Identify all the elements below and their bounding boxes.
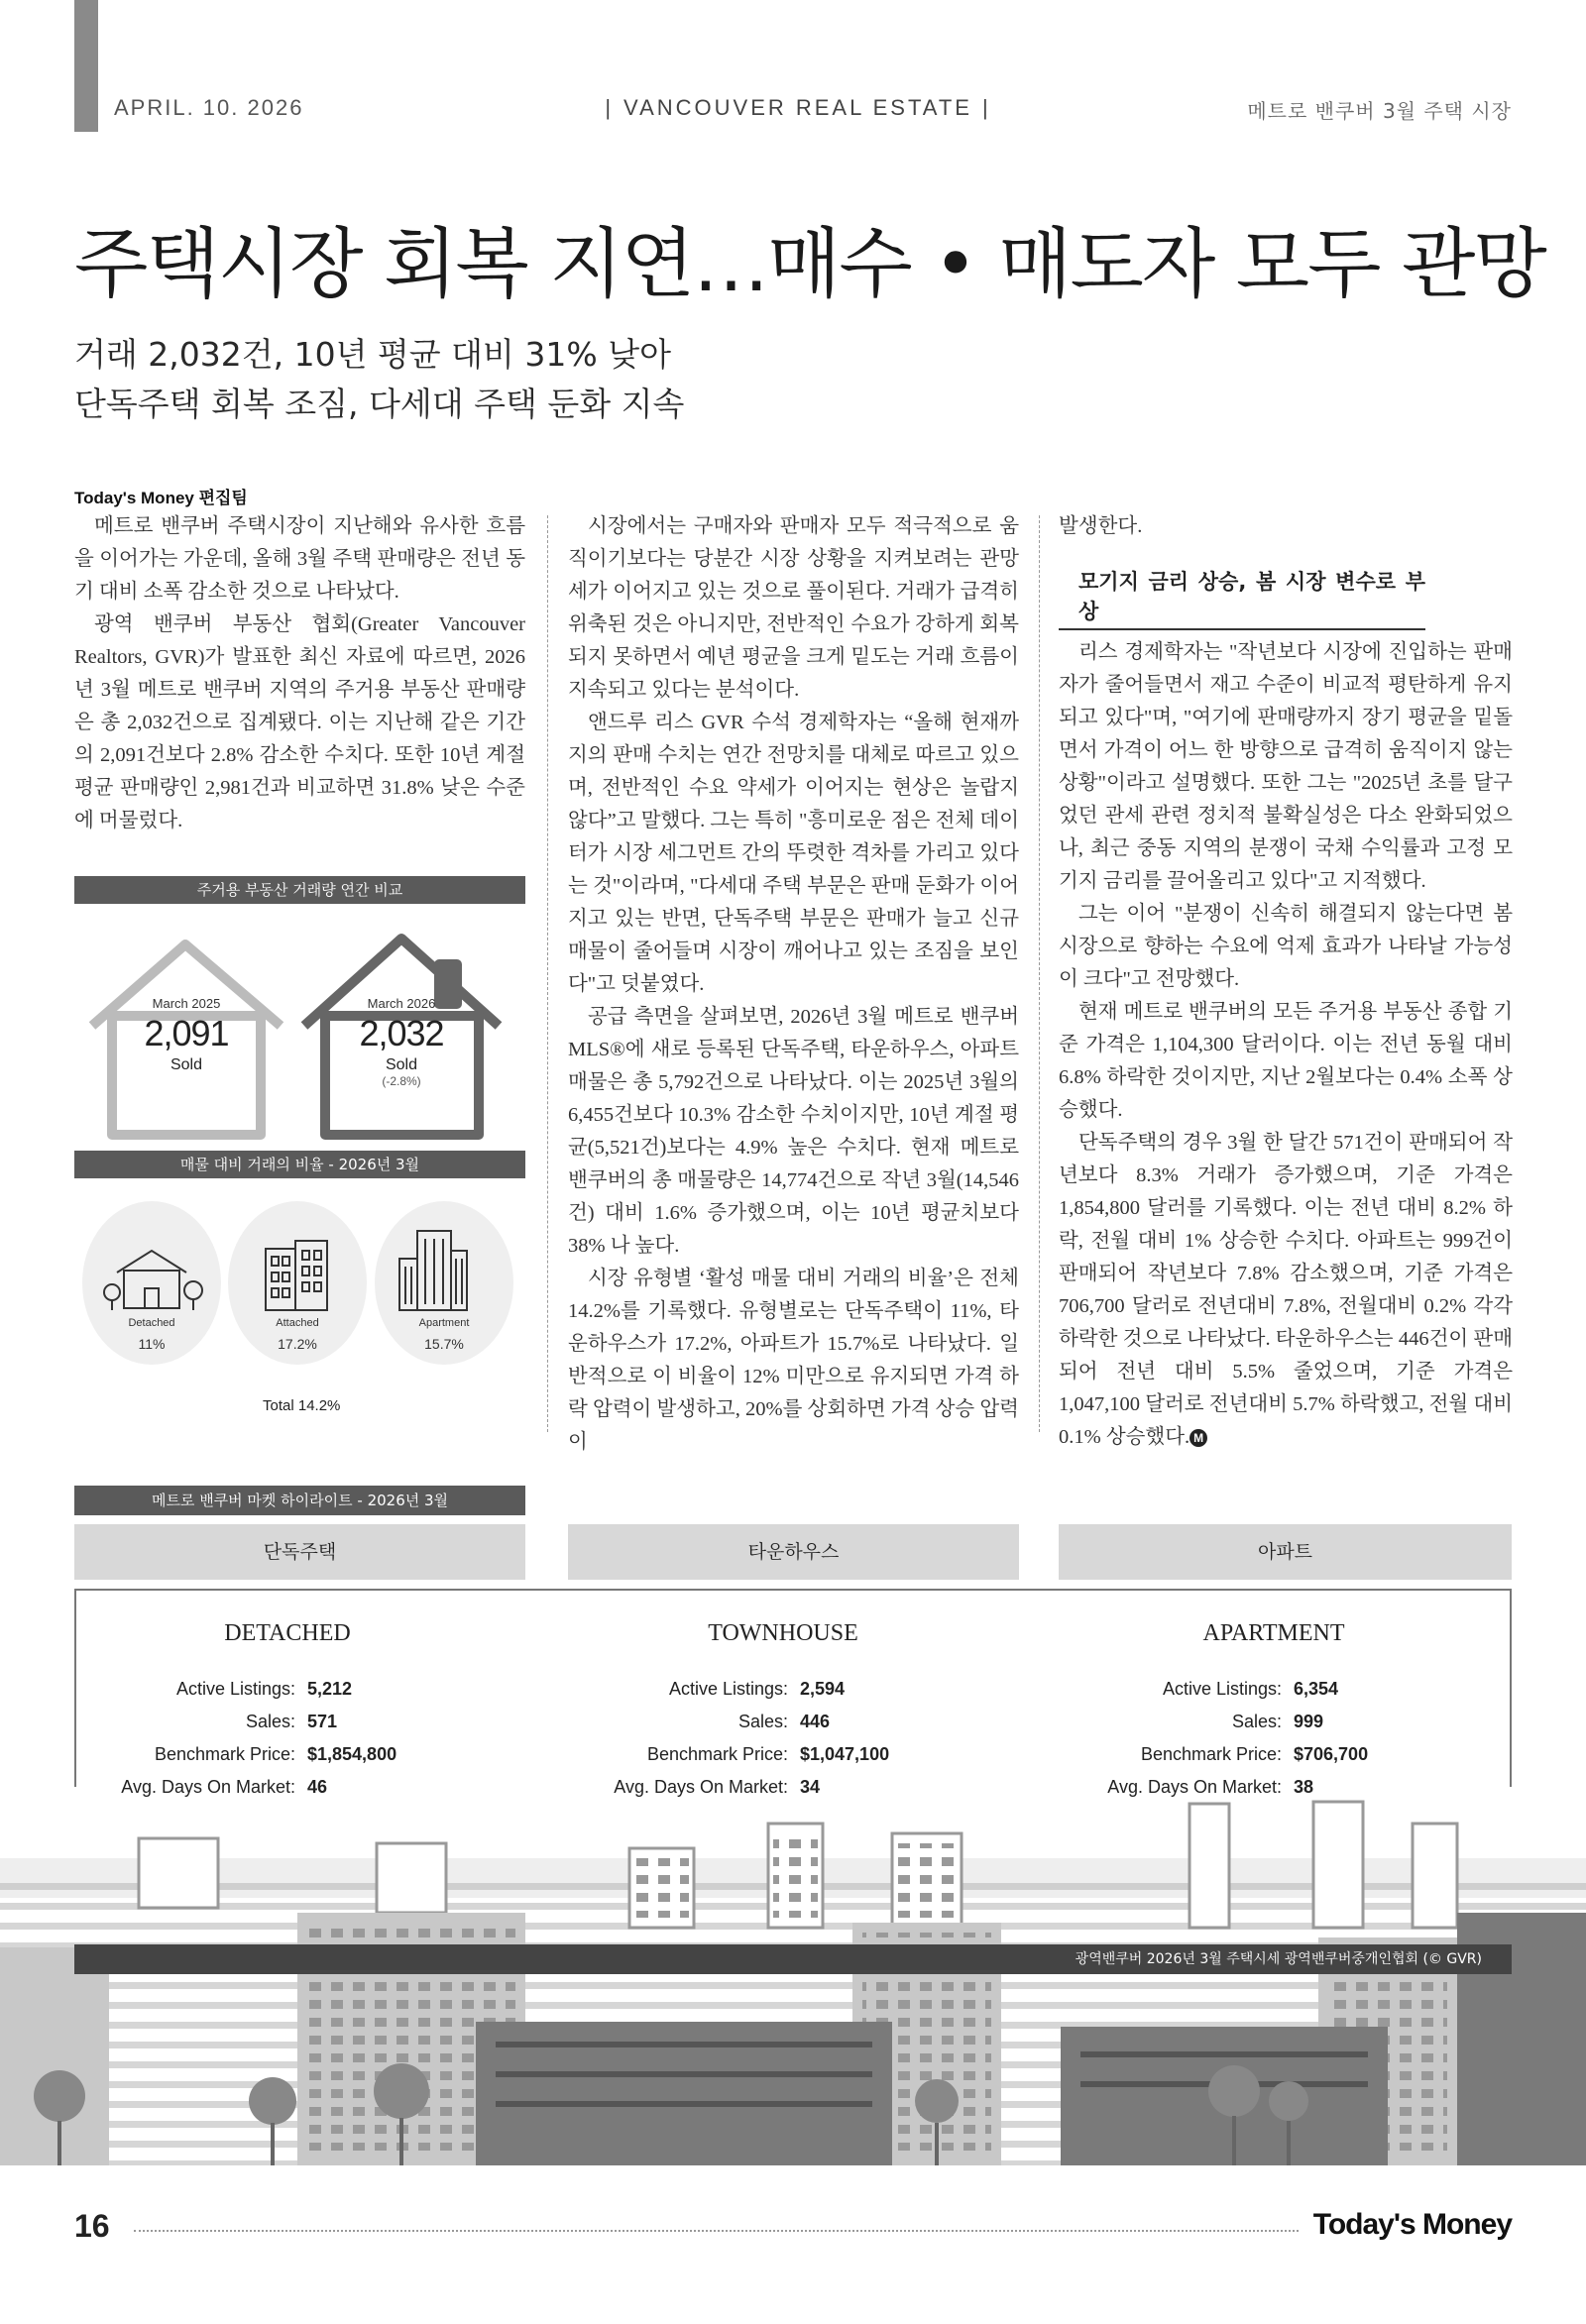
stat-label: Active Listings: — [175, 1679, 295, 1699]
apartment-tower-icon — [399, 1231, 467, 1310]
stat-value: 2,594 — [800, 1679, 846, 1699]
detached-house-icon — [104, 1251, 202, 1310]
tab-townhouse: 타운하우스 — [568, 1524, 1019, 1580]
sales-2026-label: March 2026 — [367, 996, 436, 1011]
tab-detached: 단독주택 — [74, 1524, 525, 1580]
ratio-label: Apartment — [418, 1317, 470, 1329]
sales-2026-sold: Sold — [385, 1056, 418, 1073]
article-topic: 메트로 밴쿠버 3월 주택 시장 — [1247, 99, 1512, 123]
stat-value: 46 — [307, 1777, 328, 1797]
stat-label: Avg. Days On Market: — [614, 1777, 788, 1797]
sales-2025 — [112, 996, 261, 1074]
issue-date: APRIL. 10. 2026 — [114, 95, 304, 120]
ratio-label: Detached — [128, 1317, 175, 1329]
stat-value: 34 — [800, 1777, 821, 1797]
stat-value: 6,354 — [1294, 1679, 1339, 1699]
stat-value: 5,212 — [307, 1679, 353, 1699]
type-title: TOWNHOUSE — [708, 1620, 858, 1646]
stat-label: Sales: — [1231, 1712, 1282, 1731]
ratio-value: 15.7% — [424, 1336, 464, 1352]
stat-value: $1,854,800 — [307, 1744, 397, 1764]
subhead-line-2: 단독주택 회복 조짐, 다세대 주택 둔화 지속 — [74, 385, 685, 423]
headline: 주택시장 회복 지연…매수 • 매도자 모두 관망 — [74, 221, 1545, 309]
paragraph: 리스 경제학자는 "작년보다 시장에 진입하는 판매자가 줄어들면서 재고 수준이 비교적 평탄하게 유지되고 있다"며, "여기에 판매량까지 장기 평균을 밑돌면서 가격이 어느 한 방향으로 급격히 움직이지 않는 상황"이라고 설명했다. 또한 그는 "2025년 초를 달구었던 관세 관련 정치적 불확실성은 다소 완화되었으나, 최근 중동 지역의 분쟁이 국채 수익률과 고정 모기지 금리를 끌어올리고 있다"고 지적했다. — [1059, 641, 1513, 892]
sales-2026-change: (-2.8%) — [382, 1074, 421, 1088]
sales-2026 — [327, 996, 476, 1088]
paragraph: 광역 밴쿠버 부동산 협회(Greater Vancouver Realtors, GVR)가 발표한 최신 자료에 따르면, 2026년 3월 메트로 밴쿠버 지역의 주거용 부동산 판매량은 총 2,032건으로 집계됐다. 이는 지난해 같은 기간의 2,091건보다 2.8% 감소한 수치다. 또한 10년 계절 평균 판매량인 2,981건과 비교하면 31.8% 낮은 수준에 머물렀다. — [74, 613, 525, 831]
sales-2025-sold: Sold — [170, 1056, 203, 1073]
ratio-value: 17.2% — [278, 1336, 317, 1352]
type-title: APARTMENT — [1202, 1620, 1345, 1646]
article-column-1 — [74, 510, 525, 837]
sales-2025-label: March 2025 — [152, 996, 221, 1011]
source-caption: 광역밴쿠버 2026년 3월 주택시세 광역밴쿠버중개인협회 (© GVR) — [74, 1944, 1512, 1974]
ratio-label: Attached — [276, 1317, 319, 1329]
article-column-3 — [1059, 510, 1513, 1454]
page-number: 16 — [74, 2208, 110, 2244]
stat-label: Benchmark Price: — [646, 1744, 788, 1764]
stat-label: Avg. Days On Market: — [121, 1777, 295, 1797]
stat-value: $706,700 — [1294, 1744, 1369, 1764]
paragraph — [1059, 1127, 1513, 1454]
paragraph: 발생한다. — [1059, 515, 1143, 537]
stat-value: 446 — [800, 1712, 831, 1731]
stat-label: Benchmark Price: — [1140, 1744, 1282, 1764]
footer-rule — [134, 2230, 1299, 2232]
column-divider — [1039, 515, 1040, 1432]
stat-value: $1,047,100 — [800, 1744, 890, 1764]
ratio-value: 11% — [138, 1336, 166, 1352]
paragraph: 시장에서는 구매자와 판매자 모두 적극적으로 움직이기보다는 당분간 시장 상황을 지켜보려는 관망세가 이어지고 있는 것으로 풀이된다. 거래가 급격히 위축된 것은 아니지만, 전반적인 수요가 강하게 회복되지 못하면서 예년 평균을 크게 밑도는 거래 흐름이 지속되고 있다는 분석이다. — [568, 515, 1019, 701]
paragraph: 앤드루 리스 GVR 수석 경제학자는 “올해 현재까지의 판매 수치는 연간 전망치를 대체로 따르고 있으며, 전반적인 수요 약세가 이어지는 현상은 놀랍지 않다”고 말했다. 그는 특히 "흥미로운 점은 전체 데이터가 시장 세그먼트 간의 뚜렷한 격차를 가리고 있다는 것"이라며, "다세대 주택 부문은 판매 둔화가 이어지고 있는 반면, 단독주택 부문은 판매가 늘고 신규 매물이 줄어들며 시장이 깨어나고 있는 조짐을 보인다"고 덧붙였다. — [568, 712, 1019, 995]
paragraph: 메트로 밴쿠버 주택시장이 지난해와 유사한 흐름을 이어가는 가운데, 올해 3월 주택 판매량은 전년 동기 대비 소폭 감소한 것으로 나타났다. — [74, 515, 525, 603]
top-accent-bar — [74, 0, 98, 132]
end-mark-icon: M — [1190, 1429, 1207, 1447]
article-column-2 — [568, 510, 1019, 1459]
section-title: | VANCOUVER REAL ESTATE | — [605, 95, 991, 120]
sales-comparison-title: 주거용 부동산 거래량 연간 비교 — [74, 876, 525, 904]
attached-building-icon — [266, 1241, 327, 1310]
subheadline — [74, 330, 684, 429]
byline: Today's Money 편집팀 — [74, 489, 248, 507]
stat-label: Active Listings: — [1162, 1679, 1282, 1699]
subhead-line-1: 거래 2,032건, 10년 평균 대비 31% 낮아 — [74, 335, 672, 374]
paragraph: 시장 유형별 ‘활성 매물 대비 거래의 비율’은 전체 14.2%를 기록했다. 유형별로는 단독주택이 11%, 타운하우스가 17.2%, 아파트가 15.7%로 나타났다. 일반적으로 이 비율이 12% 미만으로 유지되면 가격 하락 압력이 발생하고, 20%를 상회하면 가격 상승 압력이 — [568, 1268, 1019, 1453]
sales-2025-value: 2,091 — [144, 1013, 229, 1053]
sales-2026-value: 2,032 — [359, 1013, 444, 1053]
stat-value: 571 — [307, 1712, 338, 1731]
paragraph-text: 단독주택의 경우 3월 한 달간 571건이 판매되어 작년보다 8.3% 거래가 증가했으며, 기준 가격은 1,854,800 달러를 기록했다. 이는 전년 대비 8.2% 하락, 전월 대비 1% 상승한 수치다. 아파트는 999건이 판매되어 작년보다 7.8% 감소했으며, 기준 가격은 706,700 달러로 전년대비 7.8%, 전월대비 0.2% 각각 하락한 것으로 나타났다. 타운하우스는 446건이 판매되어 전년 대비 5.5% 줄었으며, 기준 가격은 1,047,100 달러로 전년대비 5.7% 하락했고, 전월 대비 0.1% 상승했다. — [1059, 1132, 1513, 1448]
stat-label: Benchmark Price: — [154, 1744, 295, 1764]
market-highlight-title: 메트로 밴쿠버 마켓 하이라이트 - 2026년 3월 — [74, 1486, 525, 1515]
paragraph: 공급 측면을 살펴보면, 2026년 3월 메트로 밴쿠버 MLS®에 새로 등록된 단독주택, 타운하우스, 아파트 매물은 총 5,792건으로 나타났다. 이는 2025년 3월의 6,455건보다 10.3% 감소한 수치이지만, 10년 계절 평균(5,521건)보다는 4.9% 높은 수치다. 현재 메트로 밴쿠버의 총 매물량은 14,774건으로 작년 3월(14,546건) 대비 1.6% 증가했으며, 이는 10년 평균치보다 38% 나 높다. — [568, 1006, 1019, 1257]
stat-value: 999 — [1294, 1712, 1324, 1731]
section-label: VANCOUVER REAL ESTATE — [623, 95, 972, 120]
stat-label: Sales: — [245, 1712, 295, 1731]
publication-logo: Today's Money — [1312, 2208, 1512, 2241]
stat-label: Active Listings: — [668, 1679, 788, 1699]
paragraph: 현재 메트로 밴쿠버의 모든 주거용 부동산 종합 기준 가격은 1,104,300 달러이다. 이는 전년 동월 대비 6.8% 하락한 것이지만, 지난 2월보다는 0.4% 소폭 상승했다. — [1059, 1001, 1513, 1121]
stat-value: 38 — [1294, 1777, 1314, 1797]
stat-label: Avg. Days On Market: — [1107, 1777, 1282, 1797]
ratio-title: 매물 대비 거래의 비율 - 2026년 3월 — [74, 1151, 525, 1178]
paragraph: 그는 이어 "분쟁이 신속히 해결되지 않는다면 봄 시장으로 향하는 수요에 억제 효과가 나타날 가능성이 크다"고 전망했다. — [1059, 903, 1513, 990]
stat-label: Sales: — [737, 1712, 788, 1731]
tab-apartment: 아파트 — [1059, 1524, 1512, 1580]
column-divider — [547, 515, 548, 1432]
ratio-total: Total 14.2% — [263, 1397, 341, 1414]
type-title: DETACHED — [224, 1620, 351, 1646]
section-subheading: 모기지 금리 상승, 봄 시장 변수로 부상 — [1059, 557, 1425, 630]
